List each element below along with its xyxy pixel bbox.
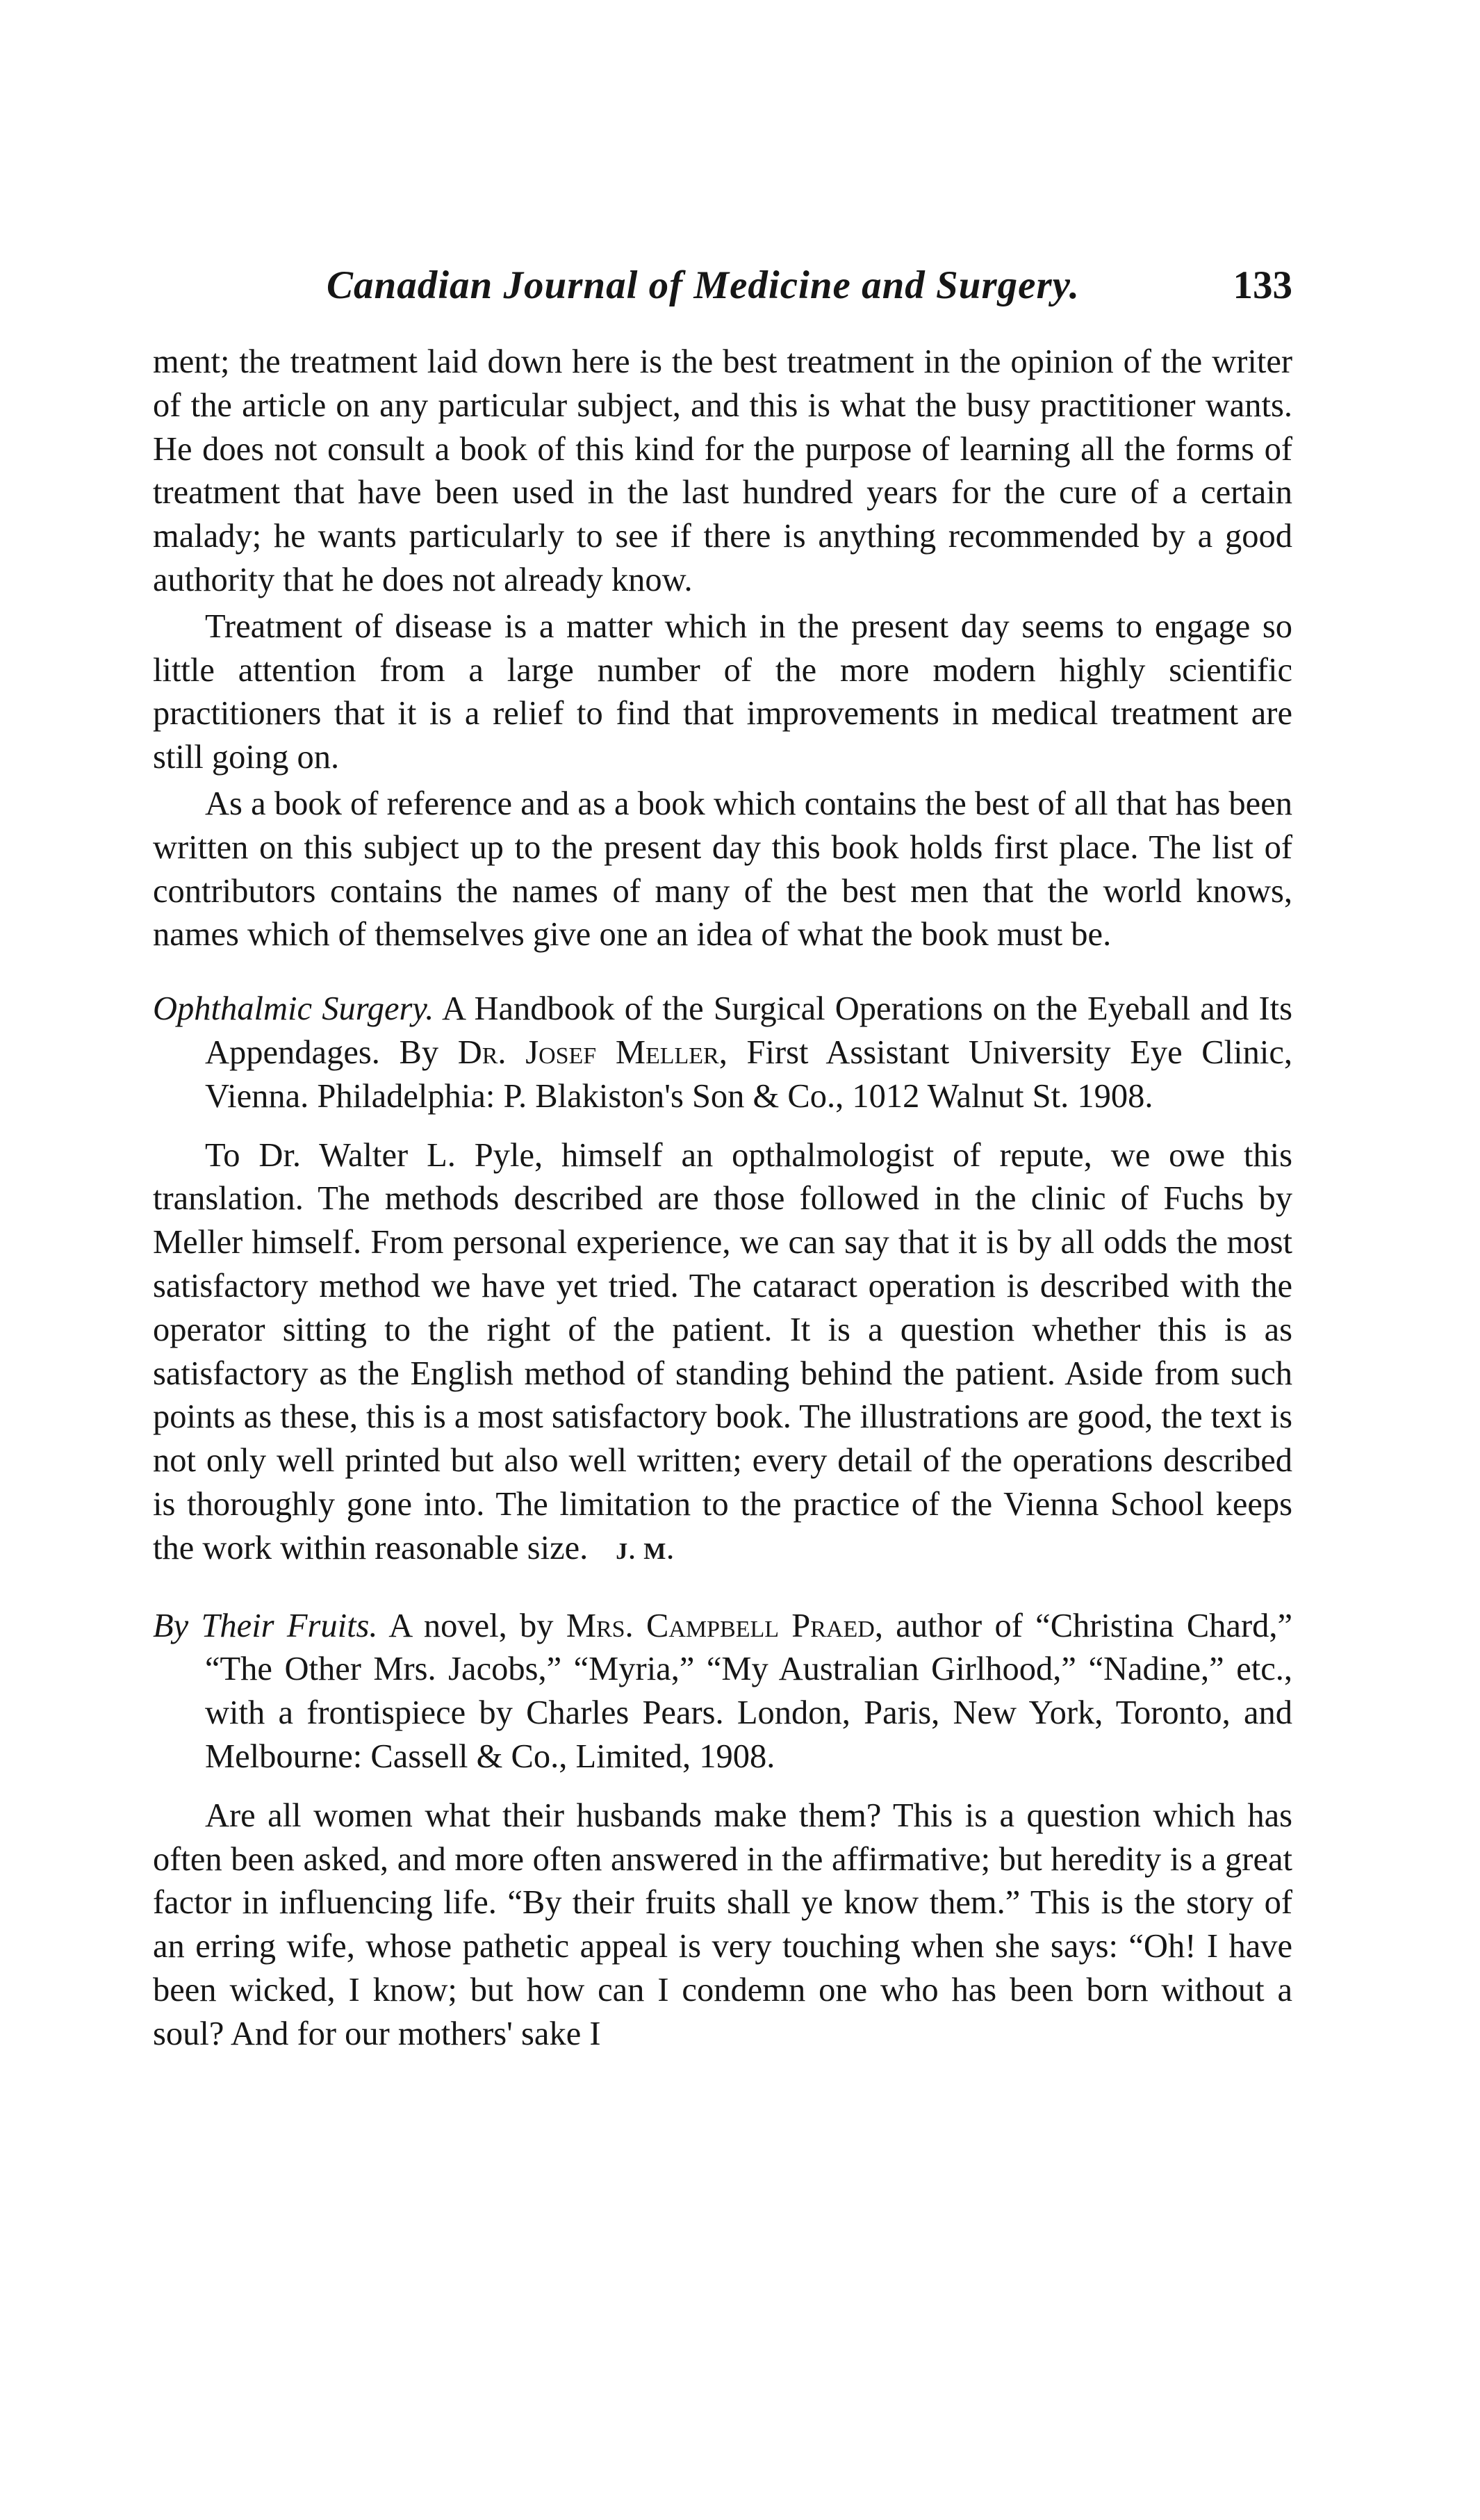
citation-text: A Handbook of the Surgical Operations on the Eyeball and Its Appendages. By xyxy=(205,990,1293,1071)
book-title: Ophthalmic Surgery. xyxy=(153,990,434,1028)
review-text: Are all women what their husbands make them? This is a question which has often been asked, and more often answered in the affirmative; but heredity is a great factor in influencing life. “By their fruits shall ye know them.” This is the story of an erring wife, whose pathetic appeal is very touching when she says: “Oh! I have been wicked, I know; but how can I condemn one who has been born without a soul? And for our mothers' sake I xyxy=(153,1797,1292,2052)
citation-text: A novel, by xyxy=(377,1607,566,1644)
citation-details: , First Assistant University Eye Clinic, Vienna. Philadelphia: P. Blakiston's Son & Co., 1012 Walnut St. 1908. xyxy=(205,1033,1292,1115)
journal-page xyxy=(153,0,1292,2520)
intro-paragraph-1: ment; the treatment laid down here is the best treatment in the opinion of the writer of the article on any particular subject, and this is what the busy practitioner wants. He does not consult a book of this kind for the purpose of learning all the forms of treatment that have been used in the last hundred years for the cure of a certain malady; he wants particularly to see if there is anything recommended by a good authority that he does not already know. xyxy=(153,343,1292,598)
review-body xyxy=(153,1134,1292,1574)
book-title: By Their Fruits. xyxy=(153,1607,378,1644)
reviewer-initials: J. M. xyxy=(616,1538,675,1564)
article-body xyxy=(153,341,1292,2056)
review-citation xyxy=(153,988,1292,1118)
page-header xyxy=(153,263,1292,318)
review-body xyxy=(153,1794,1292,2056)
intro-paragraph-3: As a book of reference and as a book which contains the best of all that has been written on this subject up to the present day this book holds first place. The list of contributors contains the names of many of the best men that the world knows, names which of themselves give one an idea of what the book must be. xyxy=(153,785,1292,954)
review-citation xyxy=(153,1605,1292,1779)
review-ophthalmic-surgery xyxy=(153,988,1292,1573)
review-author: Mrs. Campbell Praed xyxy=(566,1607,875,1644)
intro-paragraph-2: Treatment of disease is a matter which in the present day seems to engage so little attention from a large number of the more modern highly scientific practitioners that it is a relief to find that improvements in medical treatment are still going on. xyxy=(153,607,1292,776)
citation-details: , author of “Christina Chard,” “The Other Mrs. Jacobs,” “Myria,” “My Australian Girlhood,” “Nadine,” etc., with a frontispiece by Charles Pears. London, Paris, New York, Toronto, and Melbourne: Cassell & Co., Limited, 1908. xyxy=(205,1607,1292,1775)
review-author: Dr. Josef Meller xyxy=(457,1033,719,1071)
review-text: To Dr. Walter L. Pyle, himself an opthalmologist of repute, we owe this translation. The methods described are those followed in the clinic of Fuchs by Meller himself. From personal experience, we can say that it is by all odds the most satisfactory method we have yet tried. The cataract operation is described with the operator sitting to the right of the patient. It is a question whether this is as satisfactory as the English method of standing behind the patient. Aside from such points as these, this is a most satisfactory book. The illustrations are good, the text is not only well printed but also well written; every detail of the operations described is thoroughly gone into. The limitation to the practice of the Vienna School keeps the work within reasonable size. xyxy=(153,1136,1292,1566)
review-by-their-fruits xyxy=(153,1605,1292,2056)
running-title: Canadian Journal of Medicine and Surgery. xyxy=(327,263,1080,307)
page-number: 133 xyxy=(1233,263,1292,307)
